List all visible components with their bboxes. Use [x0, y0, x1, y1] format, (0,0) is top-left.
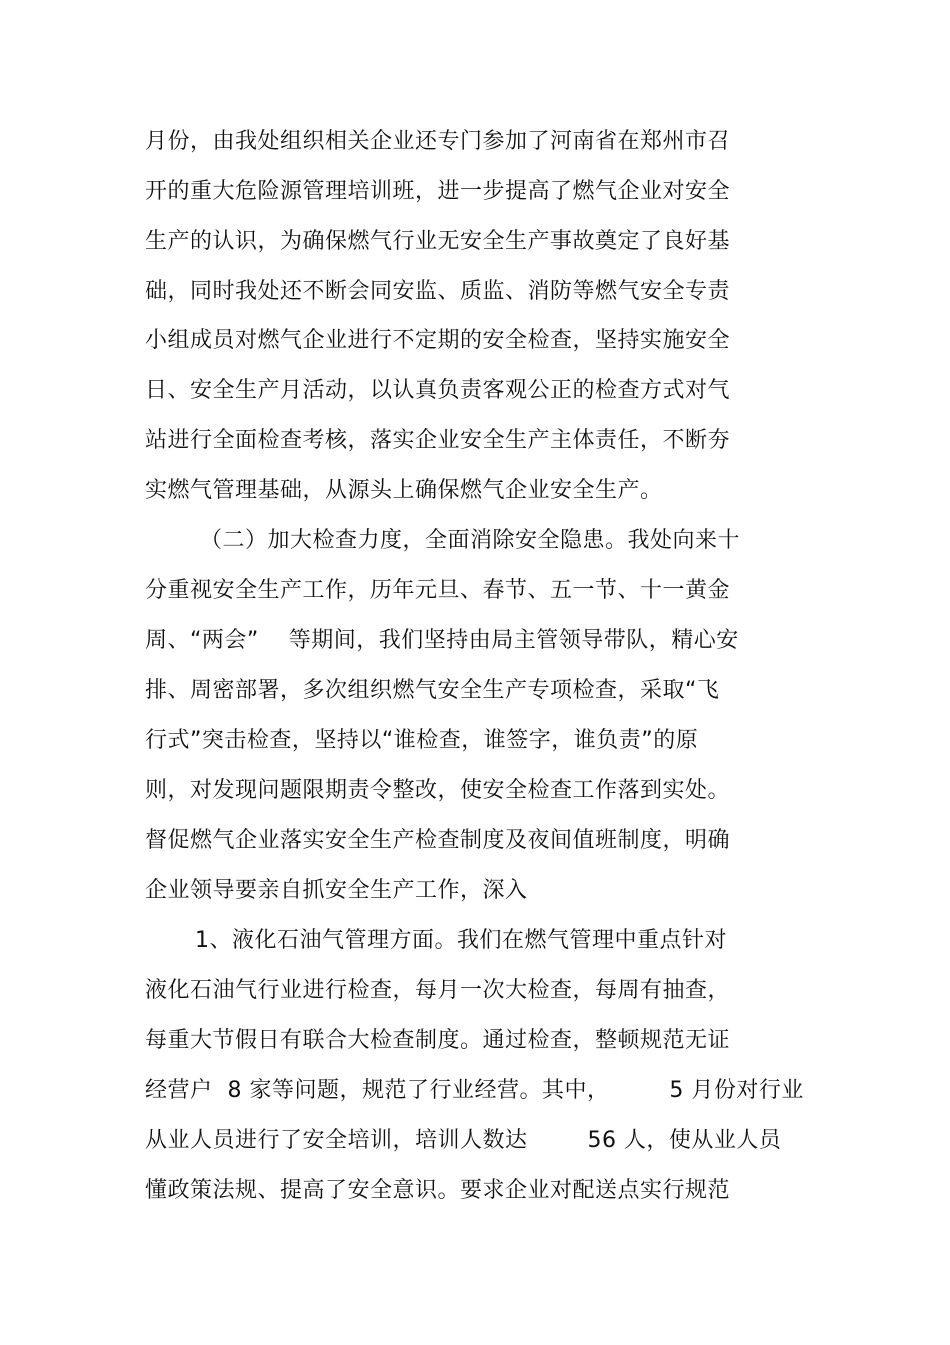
- text-line: 日、安全生产月活动，以认真负责客观公正的检查方式对气: [145, 378, 731, 403]
- text-line: 实燃气管理基础，从源头上确保燃气企业安全生产。: [145, 478, 663, 503]
- text-line: 督促燃气企业落实安全生产检查制度及夜间值班制度，明确: [145, 828, 731, 853]
- text-line: 周、“两会” 等期间，我们坚持由局主管领导带队，精心安: [145, 628, 739, 653]
- text-line: 月份，由我处组织相关企业还专门参加了河南省在郑州市召: [145, 129, 731, 154]
- text-line: 排、周密部署，多次组织燃气安全生产专项检查，采取“飞: [145, 678, 720, 703]
- text-line: 经营户 8 家等问题，规范了行业经营。其中， 5 月份对行业: [145, 1078, 804, 1103]
- text-line: 每重大节假日有联合大检查制度。通过检查，整顿规范无证: [145, 1028, 731, 1053]
- text-line: 小组成员对燃气企业进行不定期的安全检查，坚持实施安全: [145, 328, 731, 353]
- text-line: 站进行全面检查考核，落实企业安全生产主体责任，不断夯: [145, 428, 731, 453]
- text-line: 从业人员进行了安全培训，培训人数达 56 人，使从业人员: [145, 1128, 782, 1153]
- text-line: 开的重大危险源管理培训班，进一步提高了燃气企业对安全: [145, 179, 731, 204]
- text-line: 企业领导要亲自抓安全生产工作，深入: [145, 878, 528, 903]
- text-line: 懂政策法规、提高了安全意识。要求企业对配送点实行规范: [145, 1178, 731, 1203]
- text-line: 分重视安全生产工作，历年元旦、春节、五一节、十一黄金: [145, 578, 731, 603]
- text-line: 础，同时我处还不断会同安监、质监、消防等燃气安全专责: [145, 279, 731, 304]
- text-line: 则，对发现问题限期责令整改，使安全检查工作落到实处。: [145, 778, 731, 803]
- paragraph-start-line: 1、液化石油气管理方面。我们在燃气管理中重点针对: [195, 928, 727, 953]
- text-line: 生产的认识，为确保燃气行业无安全生产事故奠定了良好基: [145, 229, 731, 254]
- text-line: 液化石油气行业进行检查，每月一次大检查，每周有抽查，: [145, 978, 731, 1003]
- paragraph-start-line: （二）加大检查力度，全面消除安全隐患。我处向来十: [200, 528, 741, 553]
- text-line: 行式”突击检查，坚持以“谁检查，谁签字，谁负责”的原: [145, 728, 699, 753]
